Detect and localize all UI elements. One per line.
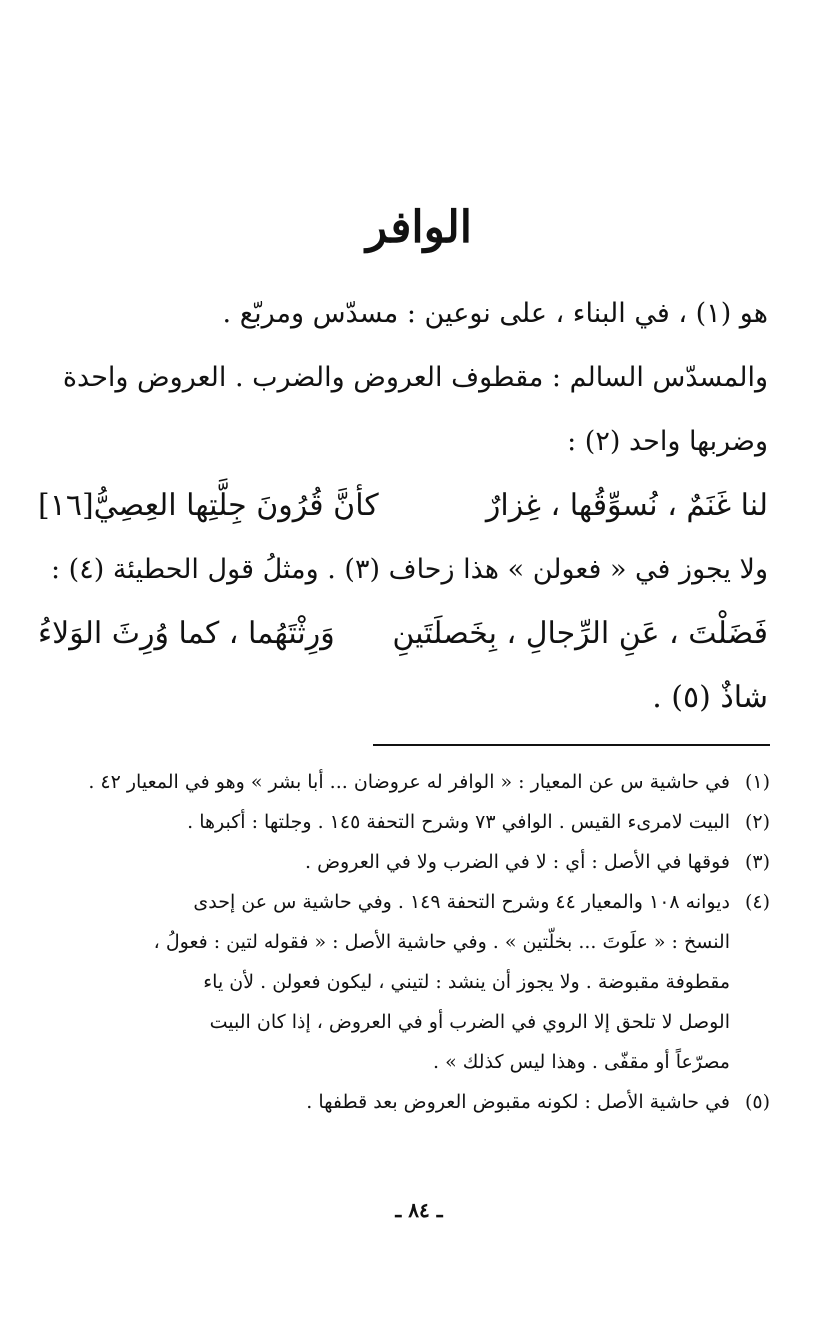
footnote-text xyxy=(40,882,730,1082)
footnote-number: (٥) xyxy=(744,1091,770,1113)
footnote-text xyxy=(40,842,730,882)
footnote xyxy=(40,762,770,802)
footnotes xyxy=(40,762,770,1122)
main-text xyxy=(38,282,768,730)
footnote xyxy=(40,882,770,1082)
verse-line xyxy=(38,602,768,666)
verse-second-hemistich: وَرِثْتَهُما ، كما وُرِثَ الوَلاءُ xyxy=(38,616,335,651)
footnote-line: مقطوفة مقبوضة . ولا يجوز أن ينشد : لتيني ، ليكون فعولن . لأن ياء xyxy=(203,971,730,993)
verse-second-hemistich xyxy=(38,474,379,538)
verse-first-hemistich: فَضَلْتَ ، عَنِ الرِّجالِ ، بِخَصلَتَينِ xyxy=(392,616,768,651)
footnote-line: في حاشية س عن المعيار : « الوافر له عروضان ... أبا بشر » وهو في المعيار ٤٢ . xyxy=(88,771,730,793)
page-number: ـ ٨٤ ـ xyxy=(395,1198,443,1222)
footnote-number: (٣) xyxy=(744,851,770,873)
footnote-line: البيت لامرىء القيس . الوافي ٧٣ وشرح التحفة ١٤٥ . وجلتها : أكبرها . xyxy=(187,811,730,833)
footnote-line: الوصل لا تلحق إلا الروي في الضرب أو في العروض ، إذا كان البيت xyxy=(209,1011,730,1033)
footnote xyxy=(40,802,770,842)
paragraph-line: والمسدّس السالم : مقطوف العروض والضرب . العروض واحدة xyxy=(62,362,768,393)
footnote-line: ديوانه ١٠٨ والمعيار ٤٤ وشرح التحفة ١٤٩ . وفي حاشية س عن إحدى xyxy=(193,891,730,913)
footnote-line: مصرّعاً أو مقفّى . وهذا ليس كذلك » . xyxy=(433,1051,730,1073)
paragraph-line: وضربها واحد (٢) : xyxy=(567,426,768,457)
footnote-text xyxy=(40,802,730,842)
footnote xyxy=(40,1082,770,1122)
verse-line xyxy=(38,474,768,538)
footnote-line: في حاشية الأصل : لكونه مقبوض العروض بعد قطفها . xyxy=(306,1091,730,1113)
paragraph-line: هو (١) ، في البناء ، على نوعين : مسدّس ومربّع . xyxy=(222,298,768,329)
footnote-line: النسخ : « علَوتَ ... بخلّتين » . وفي حاشية الأصل : « فقوله لتين : فعولُ ، xyxy=(153,931,730,953)
footnote-text xyxy=(40,1082,730,1122)
footnote-text xyxy=(40,762,730,802)
verse-first-hemistich: لنا غَنَمٌ ، نُسوِّقُها ، غِزارٌ xyxy=(485,488,768,523)
footnote xyxy=(40,842,770,882)
verse-tail: شاذٌ (٥) . xyxy=(652,680,768,715)
footnote-line: فوقها في الأصل : أي : لا في الضرب ولا في العروض . xyxy=(304,851,730,873)
verse-number: [١٦] xyxy=(38,488,94,523)
footnote-number: (١) xyxy=(744,771,770,793)
footnote-number: (٢) xyxy=(744,811,770,833)
footnote-divider xyxy=(373,744,770,746)
paragraph-line: ولا يجوز في « فعولن » هذا زحاف (٣) . ومثلُ قول الحطيئة (٤) : xyxy=(51,554,768,585)
footnote-number: (٤) xyxy=(744,891,770,913)
page-title: الوافر xyxy=(366,202,472,253)
verse-second-text: كأنَّ قُرُونَ جِلَّتِها العِصِيُّ xyxy=(93,488,379,523)
